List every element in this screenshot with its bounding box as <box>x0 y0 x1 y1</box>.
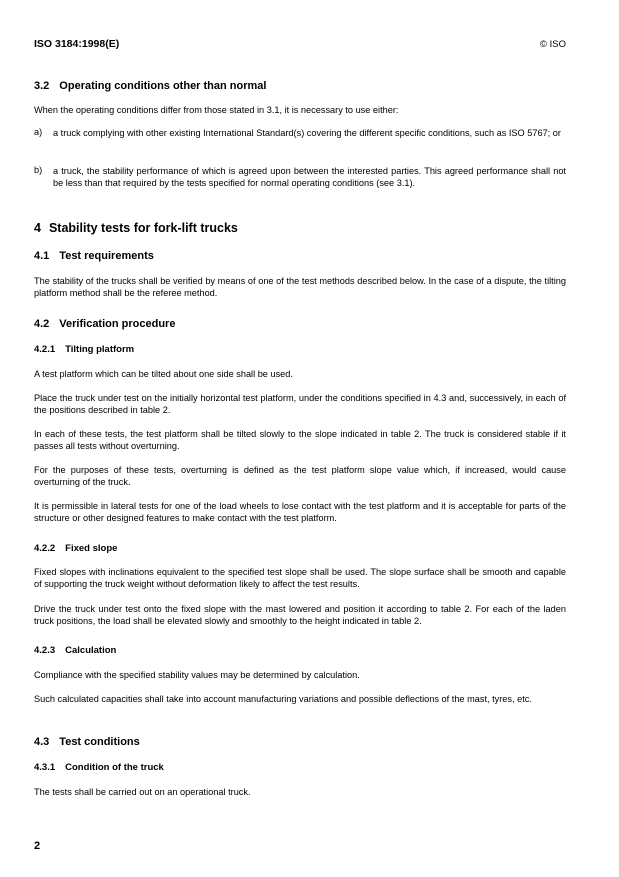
paragraph: Fixed slopes with inclinations equivalent to the specified test slope shall be used. The slope surface shall be smooth and capable of supporting the truck weight without deformation likely to affect the test results. <box>34 567 566 589</box>
heading-4-2 <box>34 318 175 330</box>
paragraph: It is permissible in lateral tests for one of the load wheels to lose contact with the test platform and it is acceptable for parts of the structure or other designed features to make contact with the test platform. <box>34 501 566 523</box>
paragraph: A test platform which can be tilted about one side shall be used. <box>34 369 293 379</box>
heading-4 <box>34 221 238 235</box>
heading-4-2-1 <box>34 344 134 355</box>
copyright-notice: © ISO <box>540 39 567 50</box>
section-title: Stability tests for fork-lift trucks <box>48 221 238 235</box>
list-label: a) <box>34 127 43 137</box>
section-title: Condition of the truck <box>65 762 164 773</box>
section-number: 4.2.2 <box>34 543 56 554</box>
page-number: 2 <box>34 840 41 852</box>
section-title: Test requirements <box>59 250 154 262</box>
list-item-text: a truck, the stability performance of which is agreed upon between the interested parties. This agreed performance shall not be less than that required by the tests specified for normal operating conditions (see 3.1). <box>53 166 566 188</box>
section-number: 4.2.3 <box>34 645 56 656</box>
section-number: 4.3.1 <box>34 762 56 773</box>
paragraph: The tests shall be carried out on an operational truck. <box>34 787 251 797</box>
heading-4-3-1 <box>34 762 164 773</box>
list-item-text: a truck complying with other existing International Standard(s) covering the different specific conditions, such as ISO 5767; or <box>53 128 561 138</box>
section-title: Fixed slope <box>65 543 118 554</box>
heading-4-1 <box>34 250 154 262</box>
section-title: Operating conditions other than normal <box>59 80 267 92</box>
paragraph: The stability of the trucks shall be verified by means of one of the test methods described below. In the case of a dispute, the tilting platform method shall be the referee method. <box>34 276 566 298</box>
section-number: 4.2.1 <box>34 344 56 355</box>
document-id: ISO 3184:1998(E) <box>34 38 120 50</box>
paragraph: Compliance with the specified stability values may be determined by calculation. <box>34 670 360 680</box>
heading-4-3 <box>34 736 140 748</box>
paragraph: In each of these tests, the test platform shall be tilted slowly to the slope indicated in table 2. The truck is considered stable if it passes all tests without overturning. <box>34 429 566 451</box>
section-title: Tilting platform <box>65 344 135 355</box>
section-title: Calculation <box>65 645 117 656</box>
heading-4-2-2 <box>34 543 117 554</box>
section-number: 3.2 <box>34 80 50 92</box>
paragraph: When the operating conditions differ from those stated in 3.1, it is necessary to use either: <box>34 105 399 115</box>
heading-4-2-3 <box>34 645 116 656</box>
heading-3-2 <box>34 80 266 92</box>
section-number: 4.1 <box>34 250 50 262</box>
paragraph: Place the truck under test on the initially horizontal test platform, under the conditions specified in 4.3 and, successively, in each of the positions described in table 2. <box>34 393 566 415</box>
paragraph: For the purposes of these tests, overturning is defined as the test platform slope value which, if increased, would cause overturning of the truck. <box>34 465 566 487</box>
section-title: Verification procedure <box>59 318 176 330</box>
list-label: b) <box>34 165 43 175</box>
section-number: 4 <box>34 221 41 235</box>
paragraph: Such calculated capacities shall take into account manufacturing variations and possible deflections of the mast, tyres, etc. <box>34 694 532 704</box>
section-number: 4.3 <box>34 736 50 748</box>
paragraph: Drive the truck under test onto the fixed slope with the mast lowered and position it according to table 2. For each of the laden truck positions, the load shall be elevated slowly and smoothly to the height indicated in table 2. <box>34 604 566 626</box>
section-title: Test conditions <box>59 736 140 748</box>
section-number: 4.2 <box>34 318 50 330</box>
